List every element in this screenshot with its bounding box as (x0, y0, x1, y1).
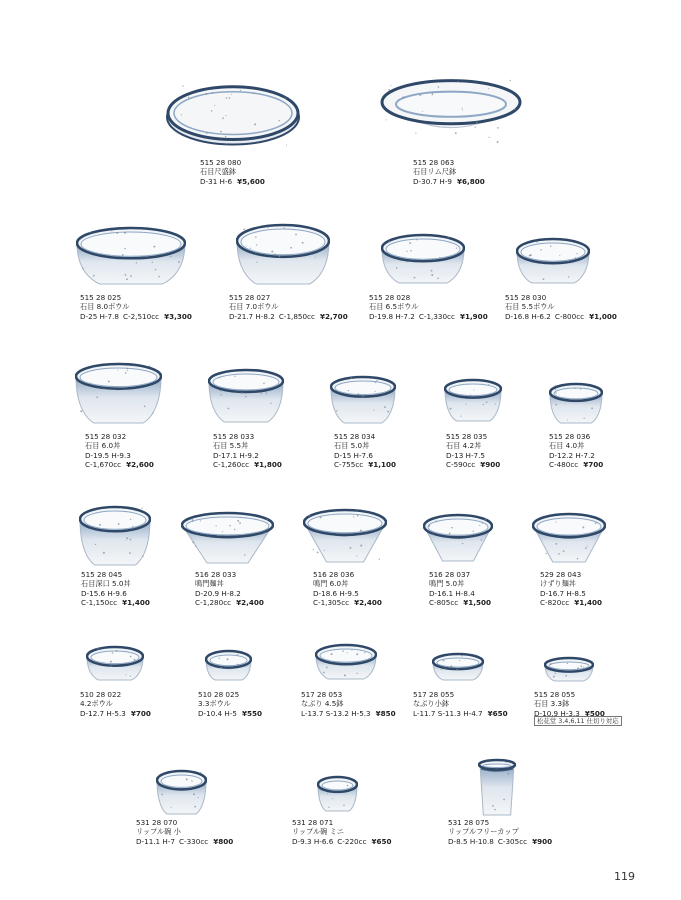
product-dimensions: D-19.8 H-7.2 (369, 311, 415, 321)
product-caption (198, 690, 262, 718)
product-price: ¥1,500 (463, 598, 491, 608)
product-dimensions: L-13.7 S-13.2 H-5.3 (301, 708, 371, 718)
product-price: ¥3,300 (164, 311, 192, 321)
product-capacity: C-1,330cc (418, 311, 455, 321)
product-name: けずり麺丼 (540, 579, 576, 589)
product-dimensions: L-11.7 S-11.3 H-4.7 (413, 708, 483, 718)
product-price: ¥800 (213, 836, 234, 846)
product-caption (229, 293, 348, 321)
product-dimensions: D-25 H-7.8 (80, 311, 119, 321)
product-name: リップルフリーカップ (448, 827, 519, 837)
product-price: ¥1,400 (122, 598, 150, 608)
product-price: ¥850 (375, 708, 396, 718)
product-code: 515 28 063 (413, 158, 455, 167)
product-illustration (423, 513, 493, 564)
product-code: 515 28 028 (369, 293, 411, 302)
product-capacity: C-805cc (429, 598, 459, 608)
product-dimensions: D-13 H-7.5 (446, 450, 485, 460)
product-dimensions: D-15.6 H-9.6 (81, 588, 127, 598)
product-caption (540, 570, 602, 608)
product-name: 石目 4.0丼 (549, 441, 585, 451)
product-illustration (75, 362, 162, 425)
product-illustration (444, 378, 502, 423)
product-name: 鳴門 6.0丼 (313, 579, 349, 589)
product-caption (505, 293, 617, 321)
product-dimensions: D-10.9 H-3.3 (534, 708, 580, 718)
product-name: 4.2ボウル (80, 699, 113, 709)
product-caption (213, 432, 282, 470)
product-name: 石目 5.0丼 (334, 441, 370, 451)
product-code: 515 28 030 (505, 293, 547, 302)
product-dimensions: D-15 H-7.6 (334, 450, 373, 460)
product-illustration (208, 368, 284, 424)
product-price: ¥2,600 (126, 460, 154, 470)
product-code: 517 28 053 (301, 690, 343, 699)
product-price: ¥1,800 (254, 460, 282, 470)
product-capacity: C-1,670cc (85, 460, 122, 470)
product-name: 石目 8.0ボウル (80, 302, 130, 312)
product-price: ¥1,100 (368, 460, 396, 470)
product-capacity: C-220cc (337, 836, 367, 846)
product-illustration (236, 223, 330, 286)
product-caption (448, 818, 552, 846)
product-illustration (532, 512, 606, 565)
product-dimensions: D-11.1 H-7 (136, 836, 175, 846)
product-name: なぶり小鉢 (413, 699, 449, 709)
product-illustration (156, 769, 207, 816)
product-illustration (79, 505, 151, 567)
product-caption (80, 690, 151, 718)
product-code: 510 28 022 (80, 690, 122, 699)
product-price: ¥900 (480, 460, 501, 470)
product-capacity: C-1,150cc (81, 598, 118, 608)
product-illustration (166, 80, 300, 152)
product-illustration (432, 652, 484, 682)
product-name: 石目 5.5丼 (213, 441, 249, 451)
compatibility-note: 松花堂 3,4,6,11 仕切り対応 (534, 716, 622, 726)
product-code: 510 28 025 (198, 690, 240, 699)
product-caption (429, 570, 491, 608)
product-code: 515 28 032 (85, 432, 127, 441)
product-caption (549, 432, 603, 470)
product-illustration (478, 758, 516, 817)
product-illustration (317, 775, 358, 813)
product-name: 石目 6.0丼 (85, 441, 121, 451)
product-capacity: C-1,305cc (313, 598, 350, 608)
product-capacity: C-2,510cc (123, 311, 160, 321)
product-dimensions: D-30.7 H-9 (413, 176, 452, 186)
product-code: 515 28 080 (200, 158, 242, 167)
product-code: 531 28 070 (136, 818, 178, 827)
product-code: 515 28 027 (229, 293, 271, 302)
product-caption (446, 432, 500, 470)
product-illustration (330, 375, 396, 425)
product-dimensions: D-17.1 H-9.2 (213, 450, 259, 460)
product-price: ¥2,400 (354, 598, 382, 608)
product-dimensions: D-9.3 H-6.6 (292, 836, 334, 846)
product-price: ¥650 (371, 836, 392, 846)
product-capacity: C-305cc (497, 836, 528, 846)
product-dimensions: D-21.7 H-8.2 (229, 311, 275, 321)
product-price: ¥550 (242, 708, 263, 718)
product-name: なぶり 4.5鉢 (301, 699, 344, 709)
product-caption (534, 690, 605, 718)
product-code: 515 28 025 (80, 293, 122, 302)
product-dimensions: D-16.7 H-8.5 (540, 588, 586, 598)
product-code: 515 28 055 (534, 690, 576, 699)
product-dimensions: D-10.4 H-5 (198, 708, 237, 718)
product-caption (413, 690, 508, 718)
product-capacity: C-755cc (334, 460, 364, 470)
product-dimensions: D-19.5 H-9.3 (85, 450, 131, 460)
product-dimensions: D-16.1 H-8.4 (429, 588, 475, 598)
product-code: 516 28 033 (195, 570, 237, 579)
product-name: 鳴門麺丼 (195, 579, 224, 589)
product-illustration (86, 645, 144, 682)
product-code: 531 28 071 (292, 818, 334, 827)
product-code: 529 28 043 (540, 570, 582, 579)
product-dimensions: D-12.2 H-7.2 (549, 450, 595, 460)
product-price: ¥1,900 (459, 311, 488, 321)
product-price: ¥2,400 (236, 598, 264, 608)
product-price: ¥500 (584, 708, 605, 718)
product-code: 517 28 055 (413, 690, 455, 699)
product-caption (85, 432, 154, 470)
product-price: ¥1,000 (589, 311, 617, 321)
product-price: ¥5,600 (237, 176, 265, 186)
product-illustration (516, 237, 590, 285)
product-price: ¥700 (130, 708, 151, 718)
product-dimensions: D-20.9 H-8.2 (195, 588, 241, 598)
product-capacity: C-1,260cc (213, 460, 250, 470)
product-caption (136, 818, 233, 846)
page-number: 119 (614, 870, 635, 883)
product-illustration (544, 656, 594, 683)
product-name: リップル碗 小 (136, 827, 181, 837)
product-dimensions: D-18.6 H-9.5 (313, 588, 359, 598)
product-name: 石目尺盛鉢 (200, 167, 236, 177)
product-illustration (315, 643, 377, 681)
product-code: 516 28 037 (429, 570, 471, 579)
product-capacity: C-1,850cc (278, 311, 315, 321)
product-caption (313, 570, 382, 608)
product-code: 515 28 033 (213, 432, 255, 441)
product-price: ¥650 (487, 708, 508, 718)
product-caption (80, 293, 192, 321)
product-name: 石目 4.2丼 (446, 441, 482, 451)
product-name: 3.3ボウル (198, 699, 231, 709)
product-illustration (380, 77, 522, 149)
product-dimensions: D-31 H-6 (200, 176, 233, 186)
product-price: ¥1,400 (574, 598, 602, 608)
product-name: 石目 7.0ボウル (229, 302, 279, 312)
product-caption (413, 158, 485, 186)
product-name: 石目リム尺鉢 (413, 167, 457, 177)
product-name: 石目 5.5ボウル (505, 302, 555, 312)
product-illustration (381, 233, 465, 285)
product-capacity: C-1,280cc (195, 598, 232, 608)
product-capacity: C-820cc (540, 598, 570, 608)
product-illustration (181, 511, 274, 566)
product-caption (369, 293, 488, 321)
product-caption (81, 570, 150, 608)
product-name: 石目 3.3鉢 (534, 699, 570, 709)
product-caption (200, 158, 265, 186)
product-code: 515 28 034 (334, 432, 376, 441)
product-code: 515 28 036 (549, 432, 591, 441)
product-caption (334, 432, 396, 470)
product-illustration (303, 508, 387, 565)
product-price: ¥6,800 (457, 176, 485, 186)
product-price: ¥900 (532, 836, 553, 846)
product-caption (301, 690, 396, 718)
product-name: リップル碗 ミニ (292, 827, 345, 837)
product-dimensions: D-8.5 H-10.8 (448, 836, 494, 846)
product-price: ¥2,700 (319, 311, 348, 321)
product-price: ¥700 (583, 460, 604, 470)
product-caption (195, 570, 264, 608)
product-code: 515 28 035 (446, 432, 488, 441)
product-illustration (205, 649, 252, 682)
product-dimensions: D-12.7 H-5.3 (80, 708, 126, 718)
product-caption (292, 818, 392, 846)
product-name: 石目深口 5.0丼 (81, 579, 131, 589)
product-illustration (76, 226, 186, 286)
product-illustration (549, 382, 603, 425)
product-dimensions: D-16.8 H-6.2 (505, 311, 551, 321)
product-code: 515 28 045 (81, 570, 123, 579)
product-code: 516 28 036 (313, 570, 355, 579)
product-name: 鳴門 5.0丼 (429, 579, 465, 589)
product-name: 石目 6.5ボウル (369, 302, 419, 312)
product-capacity: C-480cc (549, 460, 579, 470)
product-capacity: C-800cc (554, 311, 585, 321)
product-capacity: C-330cc (179, 836, 209, 846)
product-capacity: C-590cc (446, 460, 476, 470)
product-code: 531 28 075 (448, 818, 490, 827)
